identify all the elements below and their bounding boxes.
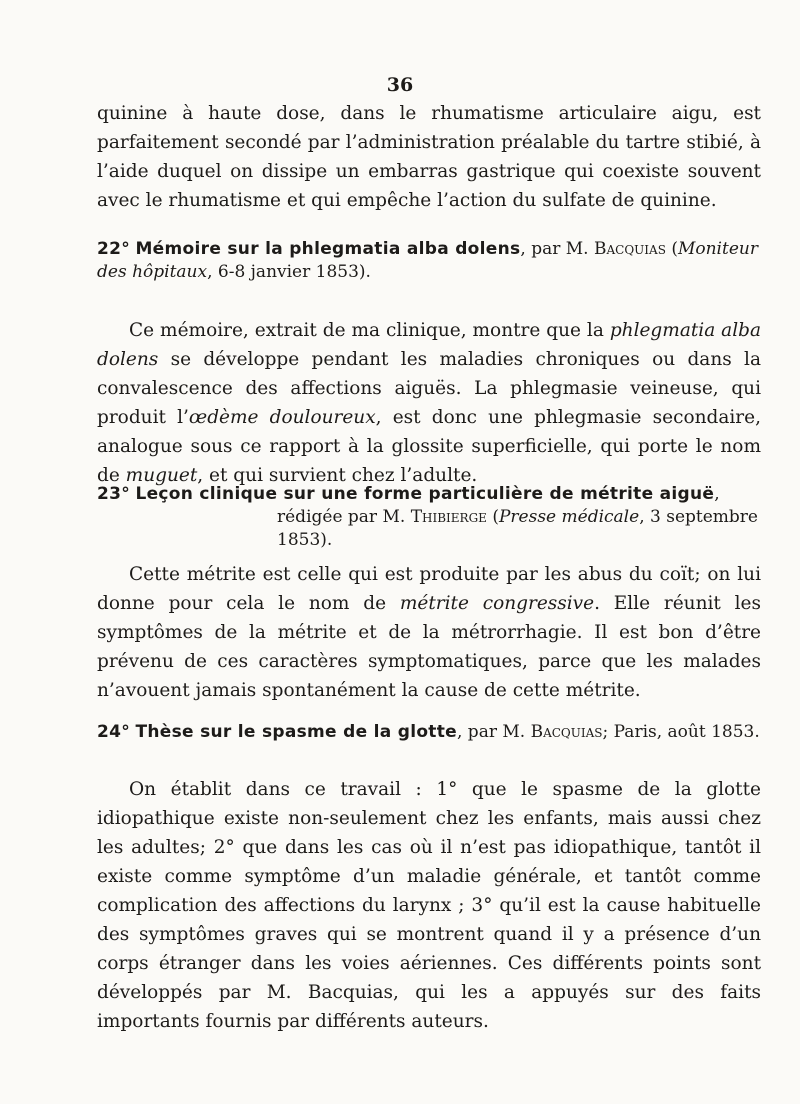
section-heading-23: 23° Leçon clinique sur une forme particulière de métrite aiguë, rédigée par M. Thibierge (Presse médicale, 3 septembre 1853).: [97, 483, 761, 552]
heading-line2: [97, 506, 761, 552]
heading-title: Mémoire sur la phlegmatia alba dolens: [135, 239, 521, 259]
italic-term: muguet: [125, 465, 198, 486]
heading-date: , 3 septembre 1853).: [277, 507, 758, 550]
paragraph-spasme: [97, 775, 761, 1036]
heading-by: rédigée par M.: [277, 507, 411, 527]
heading-open: (: [665, 239, 678, 259]
text: , et qui survient chez l’adulte.: [197, 465, 478, 486]
heading-title: Thèse sur le spasme de la glotte: [135, 722, 457, 742]
heading-by: , par M.: [457, 722, 531, 742]
paragraph-phlegmatia: [97, 316, 761, 490]
text: Cette métrite est celle qui est produite par les abus du coït; on lui donne pour cela le nom de: [97, 564, 761, 614]
italic-term: métrite congressive: [399, 593, 595, 614]
heading-author: Bacquias: [530, 722, 603, 742]
text: . Elle réunit les symptômes de la métrite et de la métrorrhagie. Il est bon d’être prévenu de ces caractères symptomatiques, parce que les malades n’avouent jamais spontanément la cause de cette métrite.: [97, 593, 761, 701]
page-number: 36: [386, 74, 414, 96]
text: Ce mémoire, extrait de ma clinique, montre que la: [129, 320, 610, 341]
italic-term: phlegmatia alba dolens: [97, 320, 761, 370]
heading-author: Thibierge: [410, 507, 487, 527]
heading-number: 23°: [97, 484, 131, 504]
heading-by: , par M.: [520, 239, 594, 259]
heading-number: 24°: [97, 722, 131, 742]
text: , est donc une phlegmasie secondaire, analogue sous ce rapport à la glossite superficielle, qui porte le nom de: [97, 407, 761, 486]
heading-journal: Presse médicale: [498, 507, 640, 527]
section-heading-24: [97, 721, 761, 744]
paragraph-text: quinine à haute dose, dans le rhumatisme articulaire aigu, est parfaitement secondé par l’administration préalable du tartre stibié, à l’aide duquel on dissipe un embarras gastrique qui coexiste souvent avec le rhumatisme et qui empêche l’action du sulfate de quinine.: [97, 103, 761, 211]
heading-author: Bacquias: [594, 239, 666, 259]
heading-journal: Moniteur des hôpitaux: [97, 239, 758, 282]
paragraph-metrite: [97, 560, 761, 705]
paragraph-text: On établit dans ce travail : 1° que le spasme de la glotte idiopathique existe non-seulement chez les enfants, mais aussi chez les adultes; 2° que dans les cas où il n’est pas idiopathique, tantôt il existe comme symptôme d’un maladie générale, et tantôt comme complication des affections du larynx ; 3° qu’il est la cause habituelle des symptômes graves qui se montrent quand il y a présence d’un corps étranger dans les voies aériennes. Ces différents points sont développés par M. Bacquias, qui les a appuyés sur des faits importants fournis par différents auteurs.: [97, 779, 761, 1032]
paragraph-continuation: [97, 99, 761, 215]
section-heading-22: [97, 238, 761, 284]
heading-rest: ; Paris, août 1853.: [602, 722, 760, 742]
heading-open: (: [486, 507, 499, 527]
heading-number: 22°: [97, 239, 131, 259]
text: se développe pendant les maladies chroniques ou dans la convalescence des affections aiguës. La phlegmasie veineuse, qui produit l’: [97, 349, 761, 428]
heading-title: Leçon clinique sur une forme particulière de métrite aiguë: [135, 484, 715, 504]
heading-date: , 6-8 janvier 1853).: [207, 262, 371, 282]
italic-term: œdème douloureux: [188, 407, 376, 428]
